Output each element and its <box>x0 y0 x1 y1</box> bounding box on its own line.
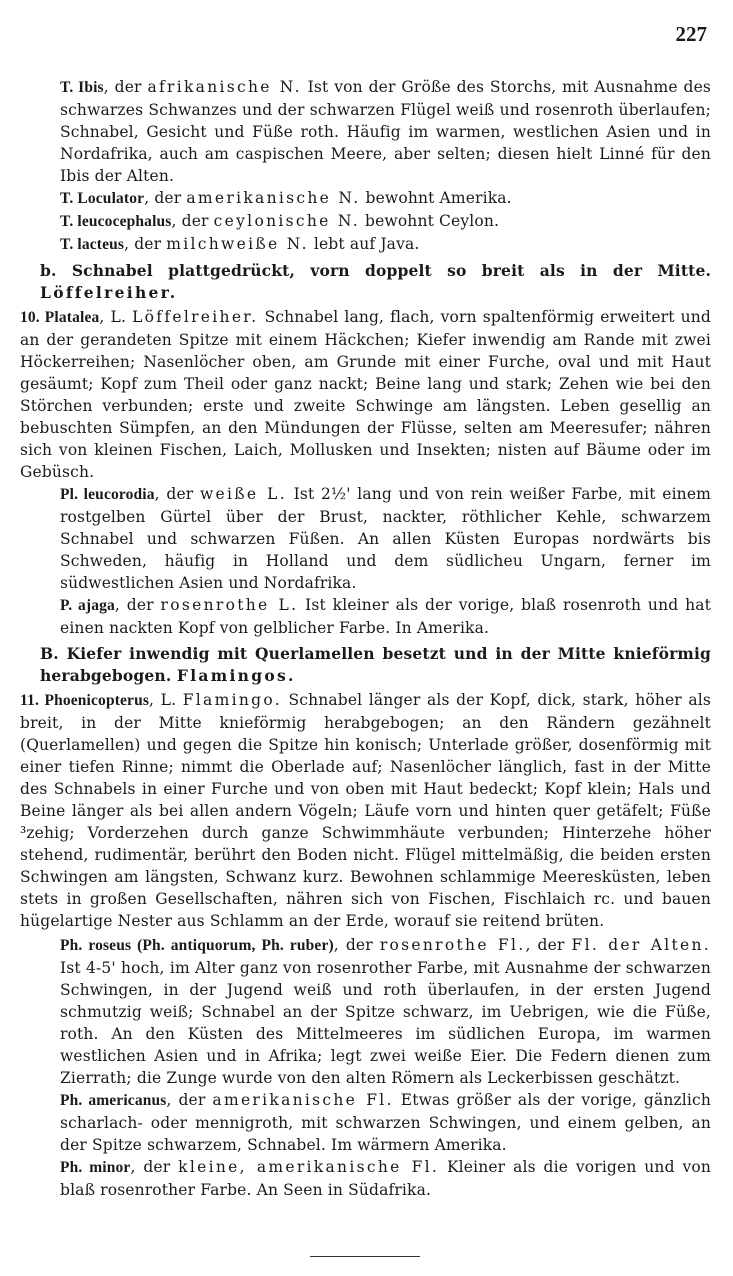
section-heading-B <box>20 643 711 687</box>
description: Ist kleiner als der vorige, blaß rosenroth und hat einen nackten Kopf von gelblicher Farbe. In Amerika. <box>60 596 711 637</box>
species-name: T. Ibis <box>60 79 104 96</box>
heading-text: b. Schnabel plattgedrückt, vorn doppelt so breit als in der Mitte. <box>40 261 711 280</box>
common-name: weiße L. <box>199 485 287 503</box>
description: Ist von der Größe des Storchs, mit Ausnahme des schwarzes Schwanzes und der schwarzen Flügel weiß und rosenroth überlaufen; Schnabel, Gesicht und Füße roth. Häufig im warmen, westlichen Asien und in Nordafrika, auch am caspischen Meere, aber selten; diesen hielt Linné für den Ibis der Alten. <box>60 78 711 185</box>
text: , L. <box>99 308 133 326</box>
entry-platalea-leucorodia <box>20 483 711 594</box>
text: , der <box>171 212 214 230</box>
entry-tantalus-loculator <box>20 187 711 210</box>
text: , der <box>154 485 200 503</box>
description: bewohnt Amerika. <box>360 189 512 207</box>
description: Schnabel länger als der Kopf, dick, stark, höher als breit, in der Mitte knieförmig herabgebogen; an den Rändern gezähnelt (Querlamellen) und gegen die Spitze hin konisch; Unterlade größer, dosenförmig mit einer tiefen Rinne; nimmt die Oberlade auf; Nasenlöcher länglich, fast in der Mitte des Schnabels in einer Furche und von oben mit Haut bedeckt; Kopf klein; Hals und Beine länger als bei allen andern Vögeln; Läufe vorn und hinten quer getäfelt; Füße ³zehig; Vorderzehen durch ganze Schwimmhäute verbunden; Hinterzehe höher stehend, rudimentär, berührt den Boden nicht. Flügel mittelmäßig, die beiden ersten Schwingen am längsten, Schwanz kurz. Bewohnen schlammige Meeresküsten, leben stets in großen Gesellschaften, nähren sich von Fischen, Fischlaich rc. und bauen hügelartige Nester aus Schlamm an der Erde, worauf sie reitend brüten. <box>20 691 711 930</box>
description: Schnabel lang, flach, vorn spaltenförmig erweitert und an der gerandeten Spitze mit einem Häckchen; Kiefer inwendig am Rande mit zwei Höckerreihen; Nasenlöcher oben, am Grunde mit einer Furche, oval und mit Haut gesäumt; Kopf zum Theil oder ganz nackt; Beine lang und stark; Zehen wie bei den Störchen verbunden; erste und zweite Schwinge am längsten. Leben gesellig an bebuschten Sümpfen, an den Mündungen der Flüsse, selten am Meeresufer; nähren sich von kleinen Fischen, Laich, Mollusken und Insekten; nisten auf Bäume oder im Gebüsch. <box>20 308 711 481</box>
entry-platalea-ajaga <box>20 594 711 639</box>
entry-tantalus-ibis <box>20 76 711 187</box>
entry-phoenicopterus-roseus <box>20 934 711 1089</box>
common-name: Flamingo. <box>182 691 282 709</box>
common-name: amerikanische N. <box>186 189 361 207</box>
entries-block <box>20 76 711 1201</box>
end-rule <box>310 1256 420 1257</box>
heading-text: B. Kiefer inwendig mit Querlamellen besetzt und in der Mitte knieförmig herabgebogen. <box>40 644 711 685</box>
common-name: Löffelreiher. <box>132 308 259 326</box>
text: , der <box>124 235 167 253</box>
text: , L. <box>149 691 183 709</box>
common-name: milchweiße N. <box>166 235 309 253</box>
species-name: T. leucocephalus <box>60 213 172 230</box>
species-name: Pl. leucorodia <box>60 486 155 503</box>
text: , der <box>103 78 148 96</box>
species-name: T. Loculator <box>60 190 145 207</box>
species-name: Ph. americanus <box>60 1092 167 1109</box>
species-name: T. lacteus <box>60 236 125 253</box>
description: lebt auf Java. <box>308 235 420 253</box>
text: , der <box>114 596 161 614</box>
genus-platalea <box>20 306 711 483</box>
entry-tantalus-lacteus <box>20 233 711 256</box>
species-name: Ph. roseus (Ph. antiquorum, Ph. ruber) <box>60 937 334 954</box>
genus-phoenicopterus <box>20 689 711 932</box>
group-name: Löffelreiher. <box>40 283 178 302</box>
entry-tantalus-leucocephalus <box>20 210 711 233</box>
common-name: rosenrothe Fl. <box>379 936 526 954</box>
genus-name: 10. Platalea <box>20 309 100 326</box>
entry-phoenicopterus-minor <box>20 1156 711 1201</box>
description: Ist 4-5' hoch, im Alter ganz von rosenrother Farbe, mit Ausnahme der schwarzen Schwingen, in der Jugend weiß und roth überlaufen, in der ersten Jugend schmutzig weiß; Schnabel an der Spitze schwarz, im Uebrigen, wie die Füße, roth. An den Küsten des Mittelmeeres im südlichen Europa, im warmen westlichen Asien und in Afrika; legt zwei weiße Eier. Die Federn dienen zum Zierrath; die Zunge wurde von den alten Römern als Leckerbissen geschätzt. <box>60 959 711 1087</box>
alt-common-name: Fl. der Alten. <box>571 936 712 954</box>
common-name: rosenrothe L. <box>160 596 299 614</box>
common-name: amerikanische Fl. <box>212 1091 394 1109</box>
species-name: Ph. minor <box>60 1159 131 1176</box>
group-name: Flamingos. <box>176 666 296 685</box>
description: Ist 2½' lang und von rein weißer Farbe, mit einem rostgelben Gürtel über der Brust, nackter, röthlicher Kehle, schwarzem Schnabel und schwarzen Füßen. An allen Küsten Europas nordwärts bis Schweden, häufig in Holland und dem südlicheu Ungarn, ferner im südwestlichen Asien und Nordafrika. <box>60 485 711 592</box>
text: , der <box>130 1158 179 1176</box>
text: , der <box>525 936 572 954</box>
section-heading-b <box>20 260 711 304</box>
page-number: 227 <box>675 22 707 46</box>
description: Kleiner als die vorigen und von blaß rosenrother Farbe. An Seen in Südafrika. <box>60 1158 712 1199</box>
genus-name: 11. Phoenicopterus <box>20 692 150 709</box>
entry-phoenicopterus-americanus <box>20 1089 711 1156</box>
description: Etwas größer als der vorige, gänzlich scharlach- oder mennigroth, mit schwarzen Schwingen, und einem gelben, an der Spitze schwarzem, Schnabel. Im wärmern Amerika. <box>60 1091 711 1154</box>
common-name: ceylonische N. <box>213 212 360 230</box>
text: , der <box>333 936 380 954</box>
text: , der <box>166 1091 213 1109</box>
common-name: kleine, amerikanische Fl. <box>178 1158 440 1176</box>
description: bewohnt Ceylon. <box>359 212 500 230</box>
species-name: P. ajaga <box>60 597 115 614</box>
common-name: afrikanische N. <box>147 78 302 96</box>
text: , der <box>144 189 187 207</box>
